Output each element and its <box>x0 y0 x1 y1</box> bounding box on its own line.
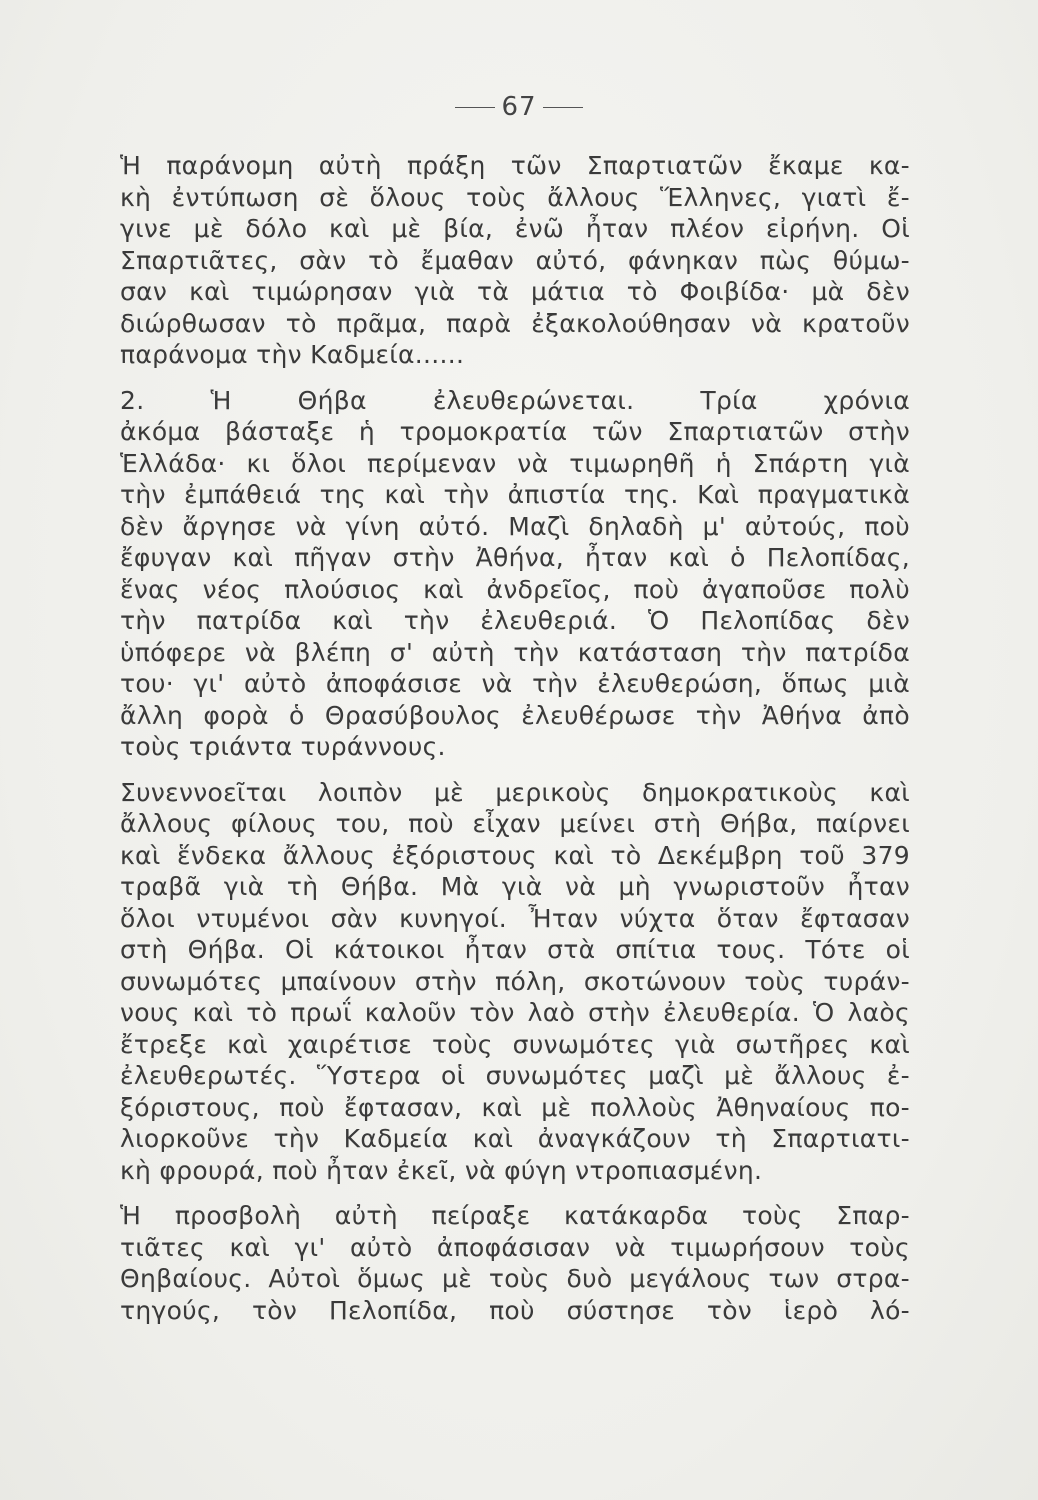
text-line: ἔφυγαν καὶ πῆγαν στὴν Ἀθήνα, ἦταν καὶ ὁ Πελοπίδας, <box>120 543 910 572</box>
text-line: Συνεννοεῖται λοιπὸν μὲ μερικοὺς δημοκρατικοὺς καὶ <box>120 777 910 807</box>
paragraph-1 <box>120 150 910 371</box>
paragraph-gap <box>120 371 910 385</box>
page-number-value: 67 <box>501 92 537 122</box>
paragraph-3 <box>120 777 910 1187</box>
text-line: λιορκοῦνε τὴν Καδμεία καὶ ἀναγκάζουν τὴ Σπαρτιατι- <box>120 1124 910 1153</box>
text-line: ἄλλη φορὰ ὁ Θρασύβουλος ἐλευθέρωσε τὴν Ἀθήνα ἀπὸ <box>120 700 910 730</box>
text-line: ὑπόφερε νὰ βλέπη σ' αὐτὴ τὴν κατάσταση τὴν πατρίδα <box>120 637 910 667</box>
text-line: του· γι' αὐτὸ ἀποφάσισε νὰ τὴν ἐλευθερώση, ὅπως μιὰ <box>120 669 910 698</box>
page-number-dash-left <box>455 107 495 108</box>
text-line: συνωμότες μπαίνουν στὴν πόλη, σκοτώνουν τοὺς τυράν- <box>120 966 910 996</box>
text-line: ἄλλους φίλους του, ποὺ εἶχαν μείνει στὴ Θήβα, παίρνει <box>120 809 910 838</box>
body-text <box>120 150 910 1326</box>
text-line: ἔτρεξε καὶ χαιρέτισε τοὺς συνωμότες γιὰ σωτῆρες καὶ <box>120 1029 910 1059</box>
section-heading-line: 2. Ἡ Θήβα ἐλευθερώνεται. Τρία χρόνια <box>120 385 910 415</box>
text-line: Ἡ προσβολὴ αὐτὴ πείραξε κατάκαρδα τοὺς Σπαρ- <box>120 1201 910 1230</box>
text-line: κὴ ἐντύπωση σὲ ὅλους τοὺς ἄλλους Ἕλληνες, γιατὶ ἔ- <box>120 182 910 212</box>
text-line: τηγούς, τὸν Πελοπίδα, ποὺ σύστησε τὸν ἱερὸ λό- <box>120 1295 910 1325</box>
paragraph-gap <box>120 763 910 777</box>
text-line: παράνομα τὴν Καδμεία...... <box>120 340 465 369</box>
text-line: ἐλευθερωτές. Ὕστερα οἱ συνωμότες μαζὶ μὲ ἄλλους ἐ- <box>120 1061 910 1090</box>
text-line: τὴν ἐμπάθειά της καὶ τὴν ἀπιστία της. Καὶ πραγματικὰ <box>120 480 910 509</box>
text-line: τὴν πατρίδα καὶ τὴν ἐλευθεριά. Ὁ Πελοπίδας δὲν <box>120 606 910 635</box>
text-line: γινε μὲ δόλο καὶ μὲ βία, ἐνῶ ἦταν πλέον εἰρήνη. Οἱ <box>120 214 910 243</box>
text-line: Ἑλλάδα· κι ὅλοι περίμεναν νὰ τιμωρηθῆ ἡ Σπάρτη γιὰ <box>120 448 910 478</box>
text-line: ἕνας νέος πλούσιος καὶ ἀνδρεῖος, ποὺ ἀγαποῦσε πολὺ <box>120 574 910 604</box>
paragraph-4 <box>120 1200 910 1326</box>
text-line: ἀκόμα βάσταξε ἡ τρομοκρατία τῶν Σπαρτιατῶν στὴν <box>120 417 910 446</box>
text-line: ξόριστους, ποὺ ἔφτασαν, καὶ μὲ πολλοὺς Ἀθηναίους πο- <box>120 1092 910 1122</box>
text-line: δὲν ἄργησε νὰ γίνη αὐτό. Μαζὶ δηλαδὴ μ' αὐτούς, ποὺ <box>120 511 910 541</box>
text-line: στὴ Θήβα. Οἱ κάτοικοι ἦταν στὰ σπίτια τους. Τότε οἱ <box>120 935 910 964</box>
text-line: καὶ ἕνδεκα ἄλλους ἐξόριστους καὶ τὸ Δεκέμβρη τοῦ 379 <box>120 840 910 870</box>
paragraph-2 <box>120 385 910 763</box>
page-number <box>0 92 1038 122</box>
page-number-dash-right <box>543 107 583 108</box>
text-line: σαν καὶ τιμώρησαν γιὰ τὰ μάτια τὸ Φοιβίδα· μὰ δὲν <box>120 277 910 306</box>
text-line: Θηβαίους. Αὐτοὶ ὅμως μὲ τοὺς δυὸ μεγάλους των στρα- <box>120 1264 910 1293</box>
text-line: τοὺς τριάντα τυράννους. <box>120 732 446 761</box>
text-line: τιᾶτες καὶ γι' αὐτὸ ἀποφάσισαν νὰ τιμωρήσουν τοὺς <box>120 1232 910 1262</box>
text-line: τραβᾶ γιὰ τὴ Θήβα. Μὰ γιὰ νὰ μὴ γνωριστοῦν ἦταν <box>120 872 910 901</box>
text-line: ὅλοι ντυμένοι σὰν κυνηγοί. Ἦταν νύχτα ὅταν ἔφτασαν <box>120 903 910 933</box>
paragraph-gap <box>120 1186 910 1200</box>
text-line: Ἡ παράνομη αὐτὴ πράξη τῶν Σπαρτιατῶν ἔκαμε κα- <box>120 151 910 180</box>
text-line: κὴ φρουρά, ποὺ ἦταν ἐκεῖ, νὰ φύγη ντροπιασμένη. <box>120 1155 763 1185</box>
text-line: Σπαρτιᾶτες, σὰν τὸ ἔμαθαν αὐτό, φάνηκαν πὼς θύμω- <box>120 245 910 275</box>
text-line: νους καὶ τὸ πρωΐ καλοῦν τὸν λαὸ στὴν ἐλευθερία. Ὁ λαὸς <box>120 998 910 1027</box>
text-line: διώρθωσαν τὸ πρᾶμα, παρὰ ἐξακολούθησαν νὰ κρατοῦν <box>120 308 910 338</box>
